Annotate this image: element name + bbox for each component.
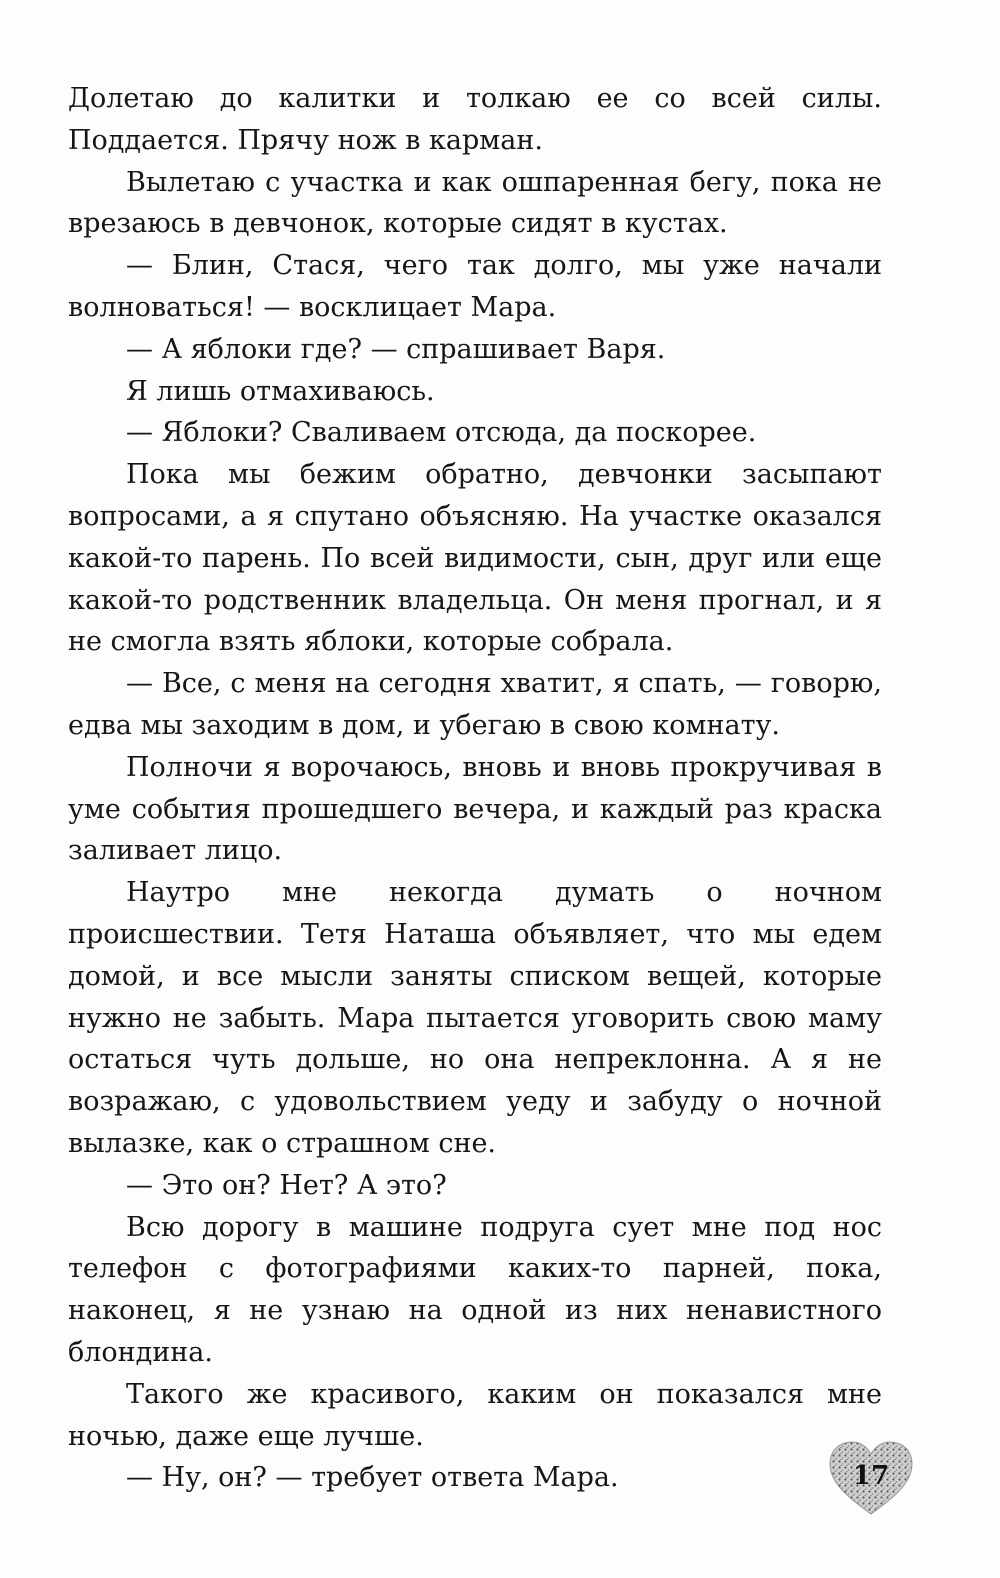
paragraph: Такого же красивого, каким он показался мне ночью, даже еще лучше. xyxy=(68,1378,882,1452)
paragraph: Вылетаю с участка и как ошпаренная бегу, пока не врезаюсь в девчонок, которые сидят в кустах. xyxy=(68,166,882,240)
paragraph: Всю дорогу в машине подруга сует мне под нос телефон с фотографиями каких-то парней, пока, наконец, я не узнаю на одной из них ненавистного блондина. xyxy=(68,1211,882,1368)
paragraph: Долетаю до калитки и толкаю ее со всей силы. Поддается. Прячу нож в карман. xyxy=(68,83,882,156)
paragraph: Наутро мне некогда думать о ночном происшествии. Тетя Наташа объявляет, что мы едем домой, и все мысли заняты списком вещей, которые нужно не забыть. Мара пытается уговорить свою маму остаться чуть дольше, но она непреклонна. А я не возражаю, с удовольствием уеду и забуду о ночной вылазке, как о страшном сне. xyxy=(68,877,882,1159)
page-text xyxy=(68,78,882,1499)
paragraph: — Блин, Стася, чего так долго, мы уже начали волноваться! — восклицает Мара. xyxy=(68,250,882,323)
paragraph: — Это он? Нет? А это? xyxy=(126,1169,447,1201)
paragraph: Пока мы бежим обратно, девчонки засыпают вопросами, а я спутано объясняю. На участке оказался какой-то парень. По всей видимости, сын, друг или еще какой-то родственник владельца. Он меня прогнал, и я не смогла взять яблоки, которые собрала. xyxy=(68,459,882,658)
paragraph: Полночи я ворочаюсь, вновь и вновь прокручивая в уме события прошедшего вечера, и каждый раз краска заливает лицо. xyxy=(68,751,882,867)
paragraph: — Яблоки? Сваливаем отсюда, да поскорее. xyxy=(126,417,757,449)
page-number-badge xyxy=(826,1436,916,1526)
paragraph: — Все, с меня на сегодня хватит, я спать, — говорю, едва мы заходим в дом, и убегаю в свою комнату. xyxy=(68,668,882,741)
paragraph: — А яблоки где? — спрашивает Варя. xyxy=(126,333,666,365)
paragraph: Я лишь отмахиваюсь. xyxy=(126,375,435,407)
page-number: 17 xyxy=(852,1461,890,1491)
paragraph: — Ну, он? — требует ответа Мара. xyxy=(126,1462,619,1494)
